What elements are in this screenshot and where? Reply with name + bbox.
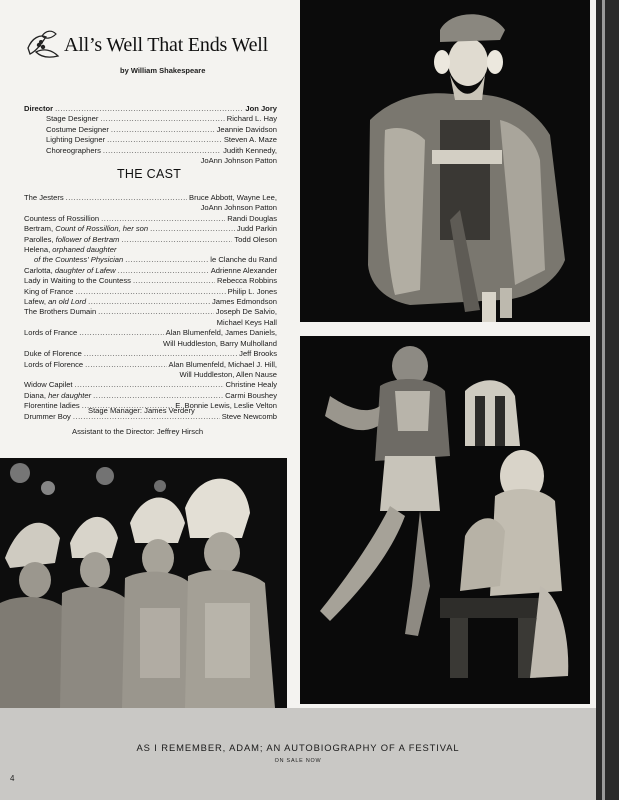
credit-name: Judith Kennedy, xyxy=(223,145,277,155)
credit-role: King of France xyxy=(24,286,74,296)
photo-helmeted-soldiers xyxy=(0,458,287,708)
credit-role: Lady in Waiting to the Countess xyxy=(24,276,131,286)
credit-name: Todd Oleson xyxy=(234,234,277,244)
leader-dots xyxy=(107,135,222,145)
leader-dots xyxy=(84,349,237,359)
cast-row xyxy=(24,193,277,203)
leader-dots xyxy=(125,255,208,265)
credit-name: Bruce Abbott, Wayne Lee, xyxy=(189,193,277,202)
credit-role: The Brothers Dumain xyxy=(24,307,97,317)
footer-advert-subtitle: ON SALE NOW xyxy=(274,758,322,764)
credit-name: Judd Parkin xyxy=(236,224,277,234)
cast-row xyxy=(24,214,277,224)
cast-row xyxy=(24,328,277,338)
leader-dots xyxy=(101,214,225,224)
credit-role: Drummer Boy xyxy=(24,411,71,421)
leader-dots xyxy=(55,104,243,114)
play-title: All’s Well That Ends Well xyxy=(64,34,268,56)
credit-role: Lords of Florence xyxy=(24,359,84,369)
credit-name: James Edmondson xyxy=(211,297,277,307)
credit-name: Adrienne Alexander xyxy=(210,265,277,275)
credit-name: Christine Healy xyxy=(225,380,277,390)
leader-dots xyxy=(133,276,215,286)
cast-row xyxy=(24,287,277,297)
leader-dots xyxy=(75,287,225,297)
credit-role: Lighting Designer xyxy=(46,135,106,145)
credit-name: Philip L. Jones xyxy=(227,286,277,296)
credit-name: Alan Blumenfeld, James Daniels, xyxy=(165,328,277,338)
cast-row xyxy=(24,391,277,401)
assistant-director-credit: Assistant to the Director: Jeffrey Hirsch xyxy=(72,427,204,436)
credit-name: le Clanche du Rand xyxy=(210,255,277,265)
credit-name: Joseph De Salvio, xyxy=(215,307,277,317)
leader-dots xyxy=(111,125,215,135)
credit-role: Stage Designer xyxy=(46,114,99,124)
credit-role: Bertram, Count of Rossillion, her son xyxy=(24,224,149,234)
credit-role: of the Countess' Physician xyxy=(34,255,124,265)
crew-row xyxy=(24,114,277,124)
cast-row xyxy=(24,349,277,359)
footer-advert-title: AS I REMEMBER, ADAM; AN AUTOBIOGRAPHY OF A FESTIVAL xyxy=(136,742,460,753)
credit-role: Lords of France xyxy=(24,328,78,338)
leader-dots xyxy=(93,391,223,401)
leader-dots xyxy=(100,114,224,124)
credit-role: Duke of Florence xyxy=(24,349,82,359)
credit-name: Randi Douglas xyxy=(227,213,277,223)
credit-name: Steve Newcomb xyxy=(221,411,277,421)
credit-role: Choreographers xyxy=(46,145,101,155)
credit-role: The Jesters xyxy=(24,193,64,202)
credit-role: Countess of Rossillion xyxy=(24,213,100,223)
stage-manager-credit: Stage Manager: James Verdery xyxy=(88,406,195,415)
credit-continuation: Will Huddleston, Barry Mulholland xyxy=(163,338,277,348)
cast-row xyxy=(24,255,277,265)
leader-dots xyxy=(98,307,214,317)
credit-continuation: JoAnn Johnson Patton xyxy=(200,156,277,166)
cast-heading: THE CAST xyxy=(117,167,182,181)
crew-row xyxy=(24,146,277,156)
crew-row xyxy=(24,135,277,145)
credit-name: Jon Jory xyxy=(245,104,277,113)
leader-dots xyxy=(75,380,224,390)
cast-row xyxy=(24,307,277,317)
crew-credits xyxy=(24,104,277,166)
cast-list xyxy=(24,193,277,422)
credit-name: Rebecca Robbins xyxy=(217,276,277,286)
credit-role: Parolles, follower of Bertram xyxy=(24,234,120,244)
credit-role: Costume Designer xyxy=(46,124,109,134)
photo-actor-robed xyxy=(300,0,590,322)
leader-dots xyxy=(121,235,232,245)
cast-row xyxy=(24,276,277,286)
credit-continuation: Will Huddleston, Allen Nause xyxy=(179,369,277,379)
leader-dots xyxy=(103,146,221,156)
cast-row xyxy=(24,297,277,307)
credit-name: Steven A. Maze xyxy=(223,135,277,145)
footer-band xyxy=(0,708,596,800)
credit-name: E. Bonnie Lewis, Leslie Velton xyxy=(175,401,277,411)
credit-role: Carlotta, daughter of Lafew xyxy=(24,265,116,275)
holly-leaf-icon xyxy=(22,28,62,62)
cast-row xyxy=(24,235,277,245)
credit-name: Alan Blumenfeld, Michael J. Hill, xyxy=(168,359,277,369)
photo-jester-and-kneeling-actor xyxy=(300,336,590,704)
cast-row xyxy=(24,380,277,390)
crew-row xyxy=(24,125,277,135)
leader-dots xyxy=(150,224,235,234)
credit-name: Jeannie Davidson xyxy=(216,124,277,134)
cast-role-line: Helena, orphaned daughter xyxy=(24,245,117,255)
crew-row xyxy=(24,104,277,114)
adjacent-page-edge xyxy=(596,0,619,800)
cast-row xyxy=(24,266,277,276)
leader-dots xyxy=(66,193,187,203)
cast-row xyxy=(24,360,277,370)
credit-role: Director xyxy=(24,104,54,113)
credit-name: Carmi Boushey xyxy=(225,390,277,400)
credit-continuation: Michael Keys Hall xyxy=(216,317,277,327)
credit-name: Jeff Brooks xyxy=(239,349,277,359)
leader-dots xyxy=(79,328,163,338)
page-number: 4 xyxy=(10,774,15,783)
leader-dots xyxy=(118,266,209,276)
leader-dots xyxy=(88,297,210,307)
credit-role: Widow Capilet xyxy=(24,380,73,390)
cast-row xyxy=(24,224,277,234)
play-byline: by William Shakespeare xyxy=(120,66,206,75)
leader-dots xyxy=(85,360,166,370)
credit-role: Florentine ladies xyxy=(24,401,80,411)
credit-role: Lafew, an old Lord xyxy=(24,297,87,307)
credit-continuation: JoAnn Johnson Patton xyxy=(200,203,277,213)
credit-name: Richard L. Hay xyxy=(226,114,277,124)
credit-role: Diana, her daughter xyxy=(24,390,92,400)
